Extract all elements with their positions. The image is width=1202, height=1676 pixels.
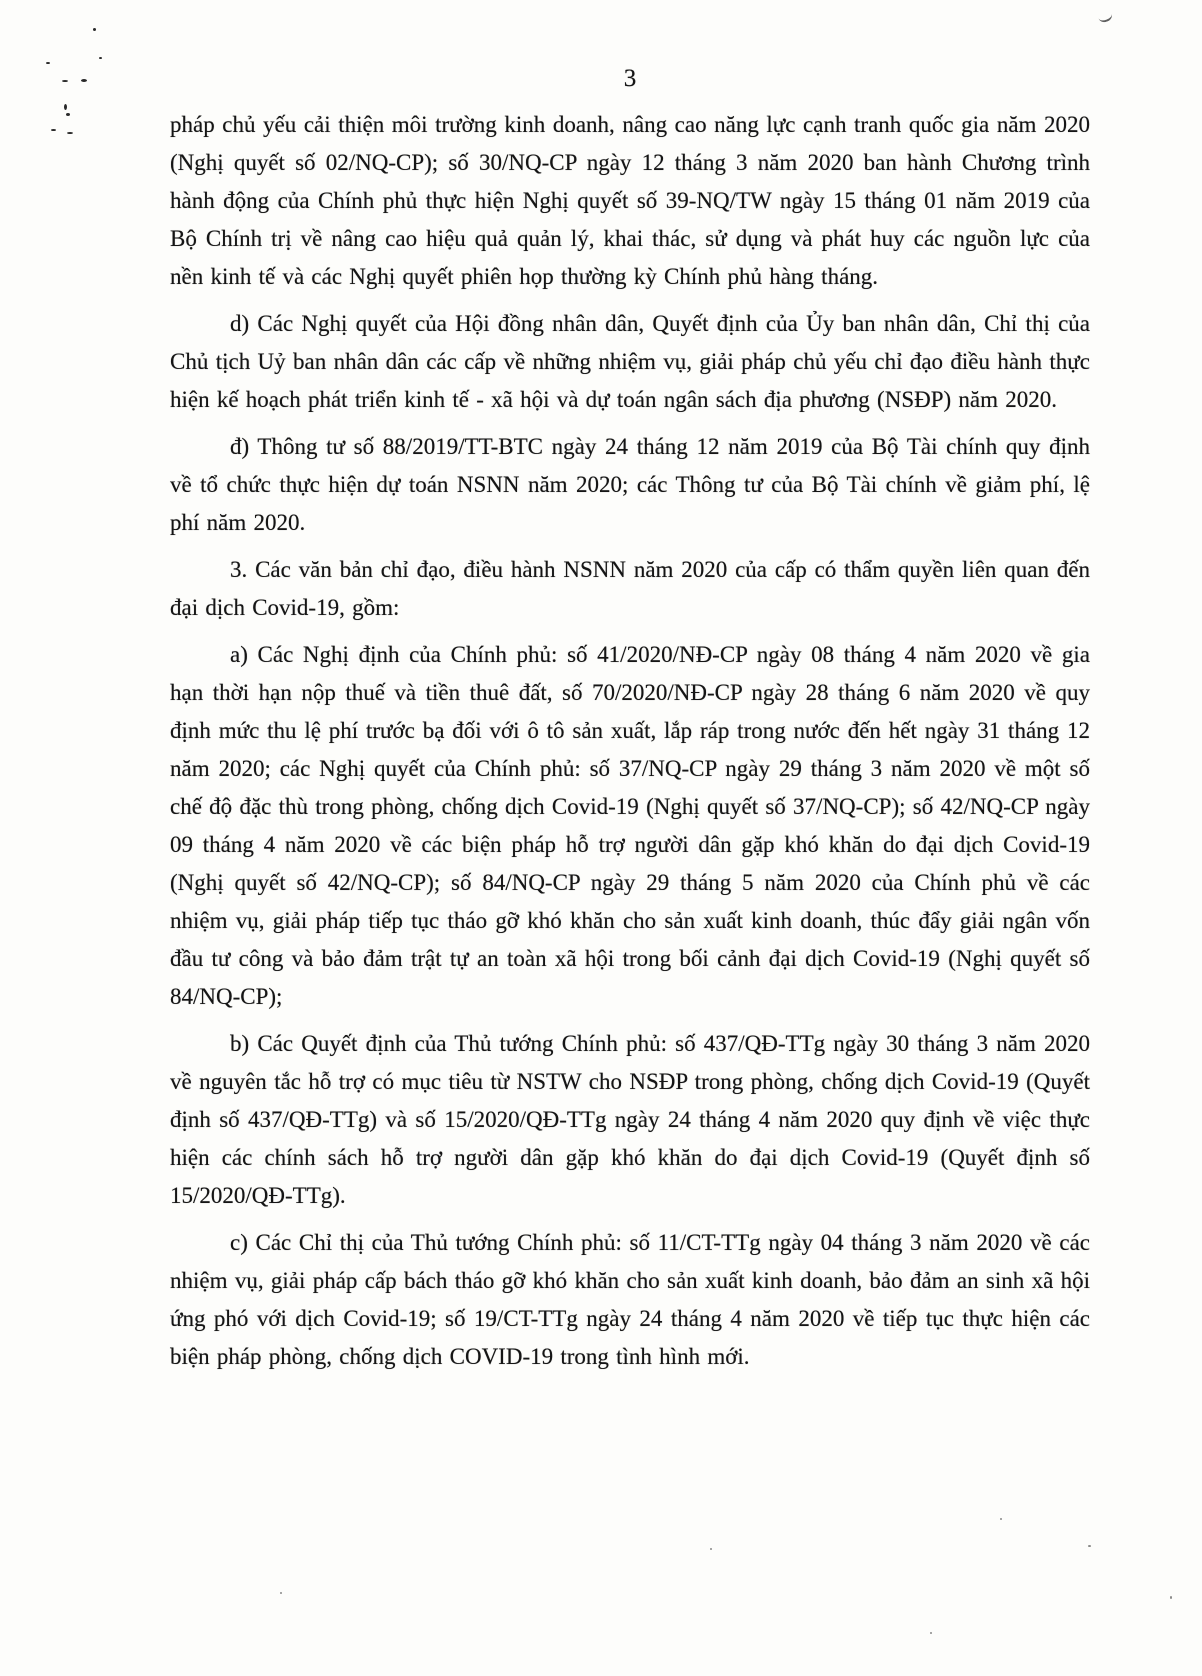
paragraph-item-d: d) Các Nghị quyết của Hội đồng nhân dân, Quyết định của Ủy ban nhân dân, Chỉ thị của Chủ tịch Uỷ ban nhân dân các cấp về những nhiệm vụ, giải pháp chủ yếu chỉ đạo điều hành thực hiện kế hoạch phát triển kinh tế - xã hội và dự toán ngân sách địa phương (NSĐP) năm 2020.: [170, 311, 1090, 412]
paragraph-item-c: c) Các Chỉ thị của Thủ tướng Chính phủ: số 11/CT-TTg ngày 04 tháng 3 năm 2020 về các nhiệm vụ, giải pháp cấp bách tháo gỡ khó khăn cho sản xuất kinh doanh, bảo đảm an sinh xã hội ứng phó với dịch Covid-19; số 19/CT-TTg ngày 24 tháng 4 năm 2020 về tiếp tục thực hiện các biện pháp phòng, chống dịch COVID-19 trong tình hình mới.: [170, 1230, 1090, 1369]
paragraph-item-a: a) Các Nghị định của Chính phủ: số 41/2020/NĐ-CP ngày 08 tháng 4 năm 2020 về gia hạn thời hạn nộp thuế và tiền thuê đất, số 70/2020/NĐ-CP ngày 28 tháng 6 năm 2020 về quy định mức thu lệ phí trước bạ đối với ô tô sản xuất, lắp ráp trong nước đến hết ngày 31 tháng 12 năm 2020; các Nghị quyết của Chính phủ: số 37/NQ-CP ngày 29 tháng 3 năm 2020 về một số chế độ đặc thù trong phòng, chống dịch Covid-19 (Nghị quyết số 37/NQ-CP); số 42/NQ-CP ngày 09 tháng 4 năm 2020 về các biện pháp hỗ trợ người dân gặp khó khăn do đại dịch Covid-19 (Nghị quyết số 42/NQ-CP); số 84/NQ-CP ngày 29 tháng 5 năm 2020 của Chính phủ về các nhiệm vụ, giải pháp tiếp tục tháo gỡ khó khăn cho sản xuất kinh doanh, thúc đẩy giải ngân vốn đầu tư công và bảo đảm trật tự an toàn xã hội trong bối cảnh đại dịch Covid-19 (Nghị quyết số 84/NQ-CP);: [170, 642, 1090, 1009]
scan-speckle: [930, 1632, 932, 1634]
scan-speckle: [710, 1548, 712, 1550]
scan-speckle: [51, 129, 56, 131]
scan-speckle: [64, 104, 67, 110]
page-number: 3: [623, 65, 637, 92]
scan-speckle: [67, 132, 73, 134]
scan-speckle: [1000, 1518, 1002, 1520]
document-body: [170, 106, 1090, 1385]
scan-speckle: [62, 80, 68, 82]
paragraph-section-3: 3. Các văn bản chỉ đạo, điều hành NSNN năm 2020 của cấp có thẩm quyền liên quan đến đại dịch Covid-19, gồm:: [170, 557, 1090, 620]
scan-speckle: [66, 113, 70, 116]
scan-speckle: [93, 28, 96, 31]
scan-speckle: [46, 62, 50, 64]
paragraph-item-b: b) Các Quyết định của Thủ tướng Chính phủ: số 437/QĐ-TTg ngày 30 tháng 3 năm 2020 về nguyên tắc hỗ trợ có mục tiêu từ NSTW cho NSĐP trong phòng, chống dịch Covid-19 (Quyết định số 437/QĐ-TTg) và số 15/2020/QĐ-TTg ngày 24 tháng 4 năm 2020 quy định về việc thực hiện các chính sách hỗ trợ người dân gặp khó khăn do đại dịch Covid-19 (Quyết định số 15/2020/QĐ-TTg).: [170, 1031, 1090, 1208]
scan-speckle: [81, 79, 87, 82]
scan-curl-mark: [1096, 8, 1113, 24]
scan-speckle: [99, 57, 102, 59]
paragraph-continuation: pháp chủ yếu cải thiện môi trường kinh doanh, nâng cao năng lực cạnh tranh quốc gia năm 2020 (Nghị quyết số 02/NQ-CP); số 30/NQ-CP ngày 12 tháng 3 năm 2020 ban hành Chương trình hành động của Chính phủ thực hiện Nghị quyết số 39-NQ/TW ngày 15 tháng 01 năm 2019 của Bộ Chính trị về nâng cao hiệu quả quản lý, khai thác, sử dụng và phát huy các nguồn lực của nền kinh tế và các Nghị quyết phiên họp thường kỳ Chính phủ hàng tháng.: [170, 112, 1090, 289]
scan-speckle: [1088, 1545, 1091, 1547]
scan-speckle: [1170, 1596, 1172, 1599]
scan-speckle: [280, 1592, 282, 1594]
paragraph-item-dd: đ) Thông tư số 88/2019/TT-BTC ngày 24 tháng 12 năm 2019 của Bộ Tài chính quy định về tổ chức thực hiện dự toán NSNN năm 2020; các Thông tư của Bộ Tài chính về giảm phí, lệ phí năm 2020.: [170, 434, 1090, 535]
